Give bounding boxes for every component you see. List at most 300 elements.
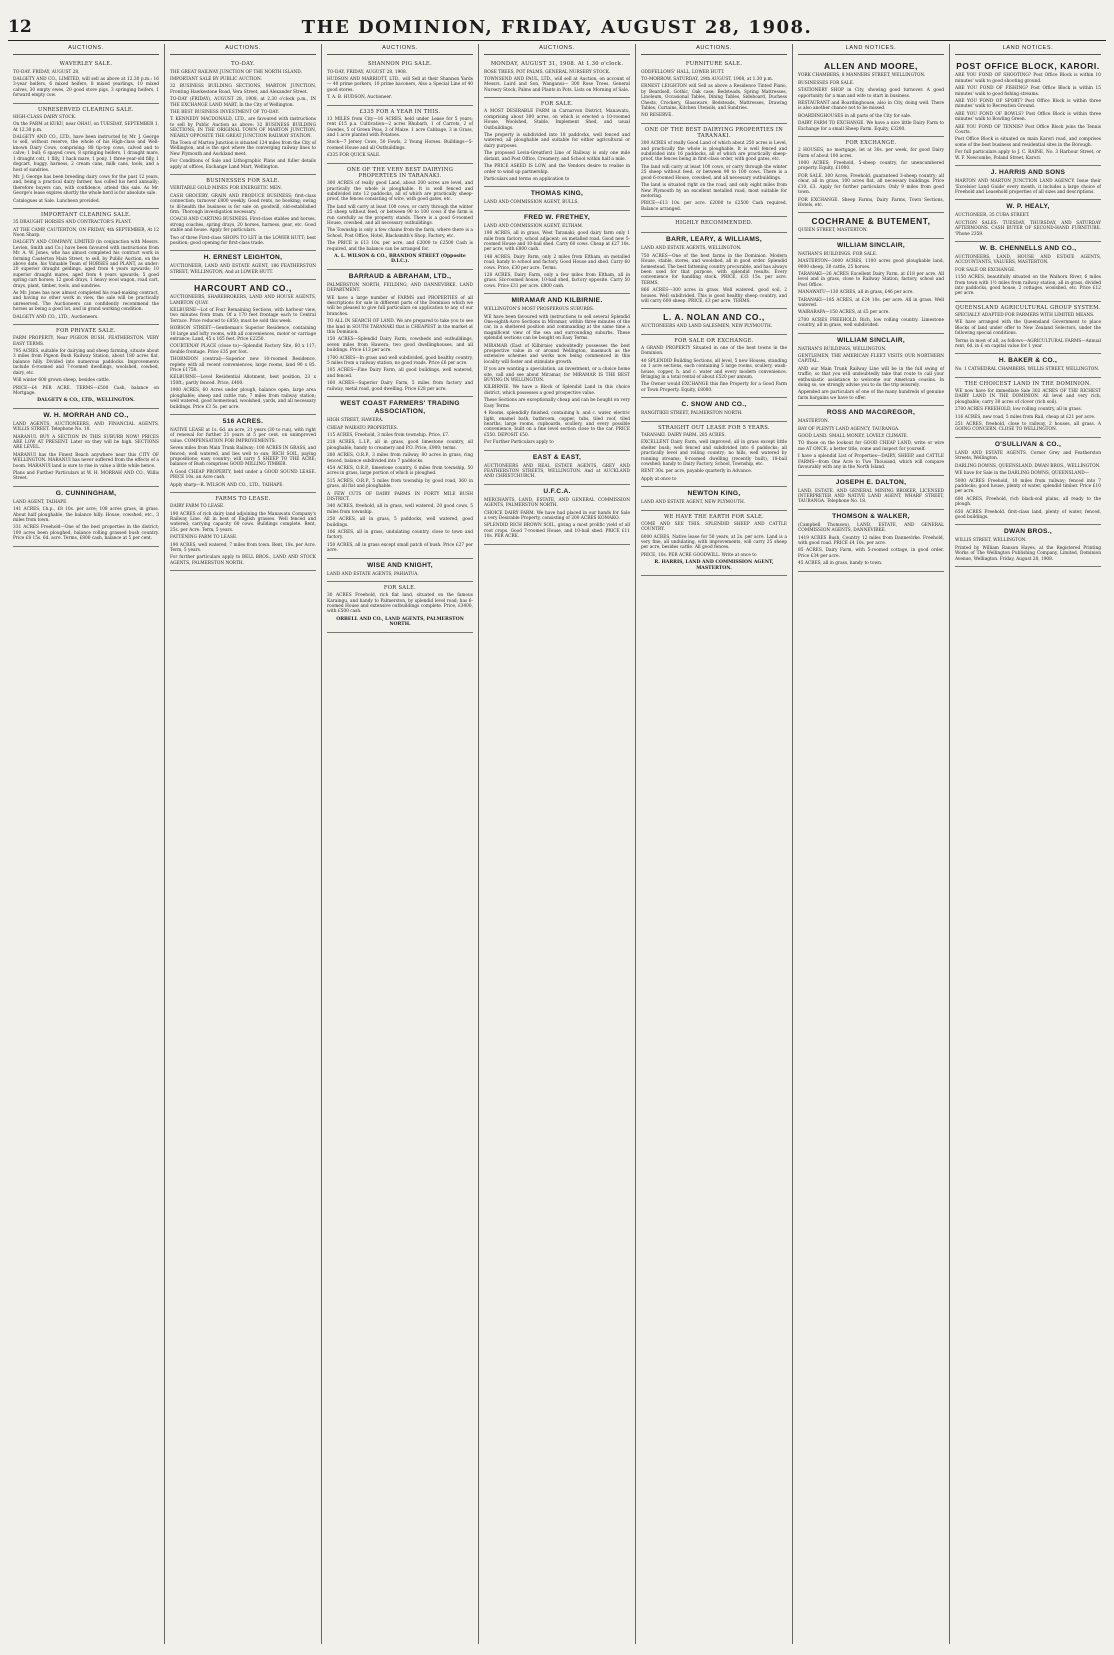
advertisement xyxy=(484,98,630,187)
ad-paragraph: 340 ACRES, freehold, all in grass, well watered, 20 good cows, 5 miles from township. xyxy=(327,504,473,515)
ad-paragraph: ARE YOU FOND OF SHOOTING? Post Office Block is within 10 minutes' walk to good shooting ground. xyxy=(955,73,1101,84)
advertisement xyxy=(641,233,787,309)
ad-paragraph: AUCTION SALES: TUESDAY, THURSDAY, AND SATURDAY AFTERNOONS. CASH BUYER OF SECOND-HAND FURNITURE. 'Phone 2359. xyxy=(955,220,1101,237)
ad-paragraph: 1150 ACRES, beautifully situated on the Waihoru River, 6 miles from town with 1½ miles from railway station, all in grass, divided into paddocks, good house, 2 cottages, woolshed, etc. Price £12 per acre. xyxy=(955,275,1101,297)
ad-paragraph: BUSINESSES FOR SALE. xyxy=(798,80,855,86)
column-1 xyxy=(8,44,165,1644)
ad-paragraph: 5000 ACRES Freehold, 10 miles from railway; fenced into 7 paddocks; good house, plenty of water, splendid timber. Price £10 per acre. xyxy=(955,478,1101,495)
advertisement xyxy=(327,58,473,105)
ad-paragraph: 190 ACRES, well watered, 7 miles from town. Rent, 18s. per Acre. Term, 5 years. xyxy=(170,542,316,554)
ad-paragraph: LAND AND COMMISSION AGENT, ELTHAM. xyxy=(484,223,584,229)
ad-paragraph: KELBURNE—Level Residential Allotment, best position, 23 x 150ft.; partly fenced. Price, £400. xyxy=(170,375,316,386)
ad-title: NEWTON KING, xyxy=(687,490,741,498)
ad-paragraph: KELBURNE—Lot of Four Remaining Sections, with harbour view, two minutes from tram. Of a 170 feet frontage each to Central Terrace. Price reduced to £850; must be sold this week. xyxy=(170,308,316,324)
ad-title: DWAN BROS., xyxy=(1004,528,1052,536)
ad-paragraph: ROSE TREES, POT PALMS, GENERAL NURSERY STOCK. xyxy=(484,69,611,75)
ad-paragraph: TO those on the lookout for GOOD CHEAP LAND, write or wire me AT ONCE; a better title, come and inspect for yourself. xyxy=(798,441,944,452)
ad-paragraph: PRICE—£4 PER ACRE. TERMS—£500 Cash, balance on Mortgage. xyxy=(13,385,159,396)
column-heading: AUCTIONS. xyxy=(484,44,630,55)
ad-paragraph: ODDFELLOWS' HALL, LOWER HUTT. xyxy=(641,69,725,75)
advertisement xyxy=(13,409,159,487)
ad-title: £335 FOR A YEAR IN THIS. xyxy=(359,108,441,115)
advertisement xyxy=(955,166,1101,200)
ad-title: FOR SALE. xyxy=(383,585,417,592)
ad-paragraph: T. A. B. HUDSON, Auctioneer. xyxy=(327,95,392,101)
ad-paragraph: 116 ACRES, new road, 5 miles from Rail, cheap at £21 per acre. xyxy=(955,414,1096,420)
ad-paragraph: Mr. J. George has been breeding dairy cows for the past 12 years, and, being a practical dairy farmer, has culled his herd annually; therefore buyers can, with confidence, attend this sale. As Mr. George's lease expires shortly the whole herd is for absolute sale. xyxy=(13,174,159,197)
ad-paragraph: 105 ACRES—Fine Dairy Farm, all good buildings, well watered, and fenced. xyxy=(327,368,473,379)
ad-paragraph: BAY OF PLENTY LAND AGENCY, TAURANGA. xyxy=(798,426,900,432)
ad-paragraph: FOR SALE OR EXCHANGE. xyxy=(955,267,1016,273)
ad-paragraph: SPLENDID RICH BROWN SOIL, giving a most prolific yield of all root crops. Good 7-roomed House, and 10-bail shed. PRICE £11 10s. PER ACRE. xyxy=(484,523,630,540)
ad-signature: DALGETY & CO., LTD., WELLINGTON. xyxy=(37,398,135,404)
ad-paragraph: Plans and Further Particulars at W. H. MORRAH AND CO., Willis Street. xyxy=(13,470,159,482)
ad-paragraph: LAND AND ESTATE AGENT, NEW PLYMOUTH. xyxy=(641,500,746,506)
ad-paragraph: AUCTIONEER, 35 CUBA STREET. xyxy=(955,213,1030,219)
ad-paragraph: THE BEST BUSINESS INVESTMENT OF TO-DAY. xyxy=(170,110,280,116)
ad-paragraph: TO-DAY. FRIDAY, AUGUST 28. xyxy=(13,69,80,75)
ad-paragraph: LAND AND ESTATE AGENTS, PAHIATUA. xyxy=(327,571,419,577)
ad-paragraph: DALGETY AND CO., LIMITED, will sell as above at 12.30 p.m.: 16 3-year heifers, 6 mixed heifers, 8 mixed yearlings, 10 mixed calves, 30 empty ewes, 20 good store pigs, 3 springing heifers, 1 forward empty cow. xyxy=(13,77,159,99)
ad-paragraph: KILBIRNIE. We have a Block of Splendid Land in this choice district, which possesses a good prospective value. xyxy=(484,385,630,396)
ad-title: EAST & EAST, xyxy=(532,453,582,461)
advertisement xyxy=(484,294,630,450)
ad-paragraph: 2700 ACRES FREEHOLD, low rolling country, all in grass. xyxy=(955,407,1082,413)
advertisement xyxy=(955,200,1101,242)
masthead xyxy=(8,14,1106,41)
advertisement xyxy=(641,58,787,123)
ad-title: IMPORTANT CLEARING SALE. xyxy=(40,211,132,218)
ad-paragraph: AUCTIONEERS AND LAND SALESMEN, NEW PLYMOUTH. xyxy=(641,324,773,330)
ad-paragraph: The PRICE ASKED IS LOW, and the Vendors desire to realise in order to wind up partnership. xyxy=(484,164,630,175)
column-7 xyxy=(950,44,1106,1644)
ad-paragraph: A FEW CUTS OF DAIRY FARMS IN FORTY MILE BUSH DISTRICT. xyxy=(327,491,473,502)
ad-paragraph: LAND AGENTS, AUCTIONEERS, AND FINANCIAL AGENTS, WILLIS STREET. Telephone No. 10. xyxy=(13,421,159,433)
ad-paragraph: For Further Particulars apply to xyxy=(484,440,554,446)
ad-paragraph: 650 ACRES Freehold, first-class land, plenty of water, fenced, good buildings. xyxy=(955,509,1101,520)
column-6 xyxy=(793,44,950,1644)
ad-paragraph: If you are wanting a speculation, an investment, or a choice home site, call and see about Miramar, for MIRAMAR IS THE BEST BUYING IN WELLINGTON. xyxy=(484,367,630,384)
ad-paragraph: 141 ACRES, f.h.p., £8 10s. per acre; 108 acres grass, in grass. About half ploughable, the balance hilly. House, cowshed, etc., 3 miles from town. xyxy=(13,507,159,523)
ad-paragraph: CHOICE DAIRY FARM. We have had placed in our hands for Sale a very Desirable Property, consisting of 200 ACRES KOMAKO. xyxy=(484,510,630,521)
ad-paragraph: 250 ACRES, all in grass, 5 paddocks, well watered, good buildings. xyxy=(327,517,473,528)
advertisement xyxy=(955,525,1101,567)
ad-title: H. ERNEST LEIGHTON, xyxy=(203,254,283,262)
newspaper-title: THE DOMINION, FRIDAY, AUGUST 28, 1908. xyxy=(301,16,813,38)
ad-paragraph: A GRAND PROPERTY Situated in one of the best towns in the Dominion. xyxy=(641,346,787,357)
ad-title: QUEENSLAND AGRICULTURAL GROUP SYSTEM. xyxy=(955,304,1101,311)
ad-paragraph: GOOD LAND. SMALL MONEY. LOVELY CLIMATE. xyxy=(798,434,909,440)
ad-paragraph: The land will carry at least 100 cows, or carry through the winter 25 sheep without feed, or between 90 to 100 cows. There is a good 6-roomed House, cowshed, and all necessary outbuildings. xyxy=(641,164,787,181)
ad-paragraph: FOR EXCHANGE. Sheep Farms, Dairy Farms, Town Sections, Hotels, etc. xyxy=(798,197,944,208)
advertisement xyxy=(13,209,159,325)
advertisement xyxy=(641,309,787,334)
ad-signature: R. HARRIS, LAND AND COMMISSION AGENT, MASTERTON. xyxy=(654,560,774,571)
advertisement xyxy=(170,175,316,251)
ad-title: BARRAUD & ABRAHAM, LTD., xyxy=(348,272,452,280)
ad-paragraph: T. KENNEDY MACDONALD, LTD., are favoured with instructions to sell by Public Auction as above: 32 BUSINESS BUILDING SECTIONS, IN THE ORIGINAL TOWN OF MARTON JUNCTION, NEARLY OPPOSITE THE GREAT JUNCTION RAILWAY STATION. xyxy=(170,117,316,139)
advertisement xyxy=(798,58,944,137)
ad-paragraph: 30 ACRES Freehold, rich flat land, situated on the famous Karaingu, and handy to Palmerston, by splendid level road; has 6-roomed House and extensive outbuildings complete. Price, £3400, with £500 cash. xyxy=(327,593,473,615)
advertisement xyxy=(327,270,473,397)
ad-paragraph: TARANAKI—26 ACRES Excellent Dairy Farm, at £18 per acre. All level and in grass, close to Railway Station, factory, school and Post Office. xyxy=(798,271,944,288)
ad-paragraph: 300 ACRES of really Good Land of which about 250 acres is Level, and practically the whole is ploughable. It is well fenced and subdivided into 16 paddocks, all of which are practically sheep-proof, the fences being in first-class order, with good gates, etc. xyxy=(641,141,787,163)
ad-title: ONE OF THE BEST DAIRYING PROPERTIES IN TARANAKI. xyxy=(644,126,784,140)
advertisement xyxy=(327,164,473,270)
ad-paragraph: LAND, ESTATE, AND GENERAL MINING BROKER, LICENSED INTERPRETER AND NATIVE LAND AGENT, WHARF STREET, TAURANGA. Telephone No. 18. xyxy=(798,488,944,505)
ad-title: ONE OF THE VERY BEST DAIRYING PROPERTIES IN TARANAKI. xyxy=(346,166,454,179)
ad-paragraph: IMPORTANT SALE BY PUBLIC AUCTION. xyxy=(170,77,262,83)
ad-paragraph: ARE YOU FOND OF TENNIS? Post Office Block joins the Tennis Courts. xyxy=(955,124,1101,136)
ad-title: W. H. MORRAH AND CO., xyxy=(43,411,129,419)
ad-paragraph: AUCTIONEERS, LAND, HOUSE AND ESTATE AGENTS, ACCOUNTANTS, VALUERS, MASTERTON. xyxy=(955,254,1101,266)
ad-paragraph: 128 ACRES, Dairy Farm, only a few miles from Eltham, all in grass. Six-roomed house, 10-bail shed, factory opposite. Carry 50 cows. Price £31 per acre. £800 cash. xyxy=(484,272,630,289)
ad-paragraph: THE GREAT RAILWAY JUNCTION OF THE NORTH ISLAND. xyxy=(170,69,302,75)
ad-title: UNRESERVED CLEARING SALE. xyxy=(38,106,134,113)
column-heading: AUCTIONS. xyxy=(327,44,473,55)
newspaper-columns xyxy=(8,44,1106,1644)
ad-paragraph: The Town of Marton Junction is situated 124 miles from the City of Wellington, and is the spot where the converging railway lines to New Plymouth and Auckland meet. xyxy=(170,141,316,157)
ad-paragraph: 795 ACRES, suitable for dairying and sheep farming, situate about 3 miles from Pigeon Bush Railway Station, about 180 acres flat, balance hilly. Divided into numerous paddocks. Improvements include 6-roomed and 7-roomed dwellings, woolshed, cowbed, dairy, etc. xyxy=(13,349,159,376)
ad-paragraph: COURTENAY PLACE (close to)—Splendid Factory Site, 60 x 117; double frontage. Price £35 per foot. xyxy=(170,344,316,355)
ad-paragraph: £335 FOR QUICK SALE. xyxy=(327,153,381,159)
advertisement xyxy=(798,239,944,334)
column-2 xyxy=(165,44,322,1644)
ad-paragraph: The Owner would EXCHANGE this fine Property for a Good Farm or Town Property. Equity, £8000. xyxy=(641,382,787,393)
advertisement xyxy=(170,58,316,175)
ad-signature: A. L. WILSON & CO., BRANDON STREET (Opposite D.I.C.). xyxy=(334,253,466,265)
ad-paragraph: AT THE CAMP, CAUTERTON, ON FRIDAY, 4th SEPTEMBER, At 12 Noon Sharp. xyxy=(13,227,159,238)
ad-paragraph: CASH GROCERY, GRAIN AND PRODUCE BUSINESS; first-class connection; turnover £800 weekly. Good rents, no booking; owing to ill-health the business is for sale on goodwill, old-established firm. Thorough investigation necessary. xyxy=(170,193,316,215)
ad-paragraph: 866 ACRES—300 acres in grass. Well watered, good soil, 2 houses. Well subdivided. This is good healthy sheep country, and will carry 600 sheep. PRICE, £3 per acre. TERMS. xyxy=(641,288,787,304)
ad-paragraph: MARANUI has the Finest Beach anywhere near this CITY OF WELLINGTON. MARANUI has never suffered from the effects of a boom. MARANUI land is sure to rise in value a little while hence. xyxy=(13,452,159,469)
ad-paragraph: 160 ACRES—Superior Dairy Farm, 5 miles from factory and railway, metal road, good dwelling. Price £28 per acre. xyxy=(327,381,473,392)
ad-paragraph: 32 BUSINESS BUILDING SECTIONS, MARTON JUNCTION, Fronting Hawkestone Road, Vera Street, and Alexander Street. xyxy=(170,84,316,95)
ad-paragraph: GENTLEMEN, THE AMERICAN FLEET VISITS OUR NORTHERN CAPITAL. xyxy=(798,354,944,365)
column-3 xyxy=(322,44,479,1644)
ad-paragraph: MANAWATU—130 ACRES, all in grass, £46 per acre. xyxy=(798,290,914,296)
advertisement xyxy=(955,242,1101,302)
ad-paragraph: WE have been favoured with instructions to sell several Splendid One-eighth-Acre Sections in Miramar, within three minutes of the car, in a sheltered position and commanding at the same time a magnificent view of the sea and surrounding suburbs. These splendid sections can be bought on Easy Terms. xyxy=(484,314,630,342)
ad-title: ROSS AND MACGREGOR, xyxy=(826,409,916,417)
ad-title: THE CHOICEST LAND IN THE DOMINION. xyxy=(964,380,1092,387)
ad-title: JOSEPH E. DALTON, xyxy=(835,478,907,486)
ad-paragraph: CHEAP WAIKATO PROPERTIES. xyxy=(327,425,398,431)
ad-paragraph: Stock—7 Jersey Cows, 50 Fowls, 2 Young Horses. Buildings—5-roomed House and all Outbuildings. xyxy=(327,140,473,151)
advertisement xyxy=(170,415,316,493)
ad-paragraph: 2 HOUSES, no mortgage, let at 30s. per week, for good Dairy Farm of about 100 acres. xyxy=(798,148,944,159)
ad-paragraph: 515 ACRES, O.R.P., 5 miles from township by good road, 360 in grass, all flat and ploughable. xyxy=(327,478,473,490)
advertisement xyxy=(798,510,944,572)
ad-paragraph: The property is subdivided into 18 paddocks, well fenced and watered; all ploughable and suitable for either agricultural or dairy purposes. xyxy=(484,133,630,149)
ad-paragraph: STATIONERY SHOP in City, showing good turnover. A good opportunity for a man and wife to start in business. xyxy=(798,88,944,99)
ad-paragraph: TARANAKI—185 ACRES, at £24 10s. per acre. All in grass. Well watered. xyxy=(798,297,944,308)
ad-paragraph: TO-DAY, FRIDAY, AUGUST 28, 1908. xyxy=(327,69,408,75)
ad-paragraph: 300 ACRES of really good Land, about 200 acres are level, and practically the whole is ploughable. It is well fenced and subdivided into 12 paddocks, all of which are practically sheep-proof, the fences consisting of wire, with good gates, etc. xyxy=(327,181,473,203)
ad-paragraph: FATTENING FARM TO LEASE. xyxy=(170,535,238,541)
ad-title: FOR EXCHANGE. xyxy=(845,140,897,147)
ad-paragraph: QUEEN STREET, MASTERTON. xyxy=(798,228,868,234)
ad-paragraph: NATHAN'S BUILDINGS, WELLINGTON. xyxy=(798,346,887,352)
ad-paragraph: The Township is only a few chains from the farm, where there is a School, Post Office, Hotel, Blacksmith's Shop, Factory, etc. xyxy=(327,228,473,239)
ad-paragraph: 331 ACRES Freehold—One of the best properties in the district; 100 acres been ploughed, balance rolling grassed bush country. Price £8 15s. 6d. acre. Terms, £800 cash, balance at 5 per cent. xyxy=(13,525,159,542)
ad-title: FOR PRIVATE SALE. xyxy=(56,328,116,335)
ad-paragraph: WE have a large number of FARMS and PROPERTIES of all descriptions for sale in different parts of the Dominion which we will be pleased to give full particulars on application to any of our branches. xyxy=(327,295,473,317)
ad-paragraph: MASTERTON—3000 ACRES, 1100 acres good ploughable land, 9000 sheep, 20 cattle, 25 horses. xyxy=(798,259,944,270)
ad-paragraph: BOARDINGHOUSES in all parts of the City for sale. xyxy=(798,113,912,119)
ad-paragraph: LAND AND COMMISSION AGENT, BULLS. xyxy=(484,200,579,206)
ad-paragraph: MIRAMAR (East of Kilbirnie) undoubtedly possesses the best prospective value in or around Wellington, inasmuch as the extensive schemes and works now being commenced in this locality will foster and stimulate growth. xyxy=(484,343,630,365)
ad-paragraph: SPECIALLY ADAPTED FOR FARMERS WITH LIMITED MEANS. xyxy=(955,312,1095,318)
ad-paragraph: (Campbell Thomson), LAND, ESTATE, AND GENERAL COMMISSION AGENTS, DANNEVIRKE. xyxy=(798,522,944,534)
advertisement xyxy=(484,485,630,545)
advertisement xyxy=(955,302,1101,355)
advertisement xyxy=(798,137,944,213)
ad-title: W. B. CHENNELLS AND CO., xyxy=(979,244,1077,252)
advertisement xyxy=(955,438,1101,525)
ad-title: L. A. NOLAN AND CO., xyxy=(663,312,765,323)
advertisement xyxy=(484,187,630,210)
ad-title: HARCOURT AND CO., xyxy=(194,283,292,294)
ad-paragraph: 218 ACRES, L.I.P., all in grass, good limestone country, all ploughable, handy to creamery and P.O. Price, £900; terms. xyxy=(327,440,473,451)
ad-title: COCHRANE & BUTEMENT, xyxy=(811,216,931,227)
ad-paragraph: NO RESERVE. xyxy=(641,113,673,119)
advertisement xyxy=(327,397,473,559)
page-number: 12 xyxy=(8,17,32,37)
ad-paragraph: For Conditions of Sale and Lithographic Plans and fuller details apply at offices, Exchange Land Mart, Wellington. xyxy=(170,159,316,170)
ad-paragraph: COACH AND CARTING BUSINESS. First-class stables and horses, strong coaches, spring drays, 20 horses, harness, gear, etc. Good stable and house. Apply for particulars. xyxy=(170,217,316,234)
ad-paragraph: DALGETY AND CO., LTD., Auctioneers. xyxy=(13,314,99,320)
ad-paragraph: 150 ACRES, all in grass except small patch of bush. Price £27 per acre. xyxy=(327,542,473,554)
advertisement xyxy=(327,559,473,582)
ad-paragraph: PRICE—£13 10s. per acre. £2000 to £2500 Cash required. Balance arranged. xyxy=(641,201,787,212)
ad-paragraph: AUCTIONEERS AND REAL ESTATE AGENTS, GREY AND FEATHERSTON STREETS, WELLINGTON. And at AUCKLAND AND CHRISTCHURCH. xyxy=(484,463,630,480)
ad-title: WILLIAM SINCLAIR, xyxy=(836,241,906,249)
ad-paragraph: Printed by William Ranson Hayes, at the Registered Printing Works of The Wellington Publishing Company, Limited, Dominion Avenue, Wellington. Friday, August 28, 1908. xyxy=(955,545,1101,562)
advertisement xyxy=(327,582,473,633)
ad-title: HIGHLY RECOMMENDED. xyxy=(675,220,753,227)
ad-paragraph: Catalogues at Sale. Luncheon provided. xyxy=(13,198,100,204)
ad-paragraph: Apply sharp—R. WILSON AND CO., LTD., TAIHAPE. xyxy=(170,482,284,488)
ad-paragraph: 35 DRAUGHT HORSES AND CONTRACTOR'S PLANT. xyxy=(13,220,132,226)
ad-paragraph: TOWNSEND AND PAUL, LTD., will sell at Auction, on account of Messrs. Laird and Son, Wanganui— 300 Rose Trees, General Nursery Stock, Palms and Plants in Pots. Lists on Morning of Sale. xyxy=(484,77,630,93)
ad-paragraph: PRICE, 10s. PER ACRE GOODWILL. Write at once to xyxy=(641,552,757,558)
ad-title: BUSINESSES FOR SALE. xyxy=(206,178,280,185)
ad-title: J. HARRIS AND SONS xyxy=(990,169,1066,177)
ad-paragraph: These Sections are exceptionally cheap and can be bought on very Easy Terms. xyxy=(484,398,630,409)
ad-paragraph: No. 1 CATHEDRAL CHAMBERS, WILLIS STREET, WELLINGTON. xyxy=(955,367,1100,373)
ad-paragraph: 13 MILES from City—16 ACRES, held under Lease for 5 years; rent £15 p.a. Cultivation—2 acres Rhubarb, 1 of Carrots, 2 of Swedes, 5 of Green Peas, 3 of Maize. 1 acre Cabbage, 3 in Grass, and 1 acre planted with Potatoes. xyxy=(327,116,473,139)
ad-paragraph: 198 ACRES, all in grass, West Taranaki; good dairy farm only 1 mile from factory, school adjacent; on metalled road. Good new 5-roomed House and 10-bail shed. Carry 60 cows. Cheap at £27 10s. per acre, with £800 cash. xyxy=(484,231,630,253)
ad-paragraph: MARTON AND MARTON JUNCTION LAND AGENCY. Issue their 'Excelsior Land Guide' every month, it includes a large choice of Freehold and Leasehold properties of all sizes and descriptions. xyxy=(955,179,1101,195)
ad-title: C. SNOW AND CO., xyxy=(681,401,747,409)
advertisement xyxy=(641,398,787,421)
ad-paragraph: Will winter 600 grown sheep, besides cattle. xyxy=(13,378,111,384)
ad-paragraph: AUCTIONEERS, SHAREBROKERS, LAND AND HOUSE AGENTS, LAMBTON QUAY. xyxy=(170,295,316,306)
ad-paragraph: 750 ACRES—One of the best farms in the Dominion. Modern House, stable, stores, and woolshed, all in good order. Splendid homestead. The best fattening country procurable, and has always been used for that purpose, with splendid results. Every convenience for handling stock. PRICE, £33 15s. per acre. TERMS. xyxy=(641,253,787,286)
ad-title: FURNITURE SALE. xyxy=(685,61,743,68)
ad-paragraph: MASTERTON. xyxy=(798,419,829,425)
ad-paragraph: HIGH STREET, HAWERA. xyxy=(327,418,384,424)
ad-paragraph: 600 ACRES, Freehold, rich black-soil plains, all ready to the plough. xyxy=(955,496,1101,508)
column-5 xyxy=(636,44,793,1644)
ad-paragraph: The PRICE is £13 10s. per acre, and £2000 to £2500 Cash is required, and the balance can be arranged for. xyxy=(327,241,473,252)
ad-paragraph: RANGITIKEI STREET, PALMERSTON NORTH. xyxy=(641,411,743,417)
ad-paragraph: 280 ACRES, O.R.P., 3 miles from railway, 80 acres in grass, ring fenced, balance subdivided into 7 paddocks. xyxy=(327,453,473,464)
ad-paragraph: 1900 ACRES, 60 Acres under plough, balance open, large area ploughable; sheep and cattle run; 7 miles from railway station; well watered, good homestead, woolshed, yards, and all necessary buildings. Price £3 5s. per acre. xyxy=(170,388,316,410)
ad-paragraph: COME AND SEE THIS. SPLENDID SHEEP AND CATTLE COUNTRY. xyxy=(641,521,787,533)
advertisement xyxy=(13,104,159,209)
ad-paragraph: 106 ACRES, all in grass, undulating country, close to town and factory. xyxy=(327,530,473,541)
advertisement xyxy=(13,58,159,103)
advertisement xyxy=(798,406,944,475)
ad-paragraph: ERNEST LEIGHTON will Sell as above a Residence Tinted Piano, by Beardsell, Gothic, Oak case; Bedsteads, Spring Mattresses, Linoleum, Occasional Tables, Dining Tables, Sideboard, Duchess Chests, Crockery, Glassware, Bedsteads, Mattresses, Drawing Tables, Curtains, Kitchen Utensils, and Sundries. xyxy=(641,84,787,112)
ad-title: 516 ACRES. xyxy=(222,417,264,425)
ad-paragraph: A Good CHEAP PROPERTY, held under a GOOD SOUND LEASE. PRICE 10s. an Acre cash. xyxy=(170,469,316,481)
ad-paragraph: FARM PROPERTY, Near PIGEON BUSH, FEATHERSTON. VERY EASY TERMS. xyxy=(13,336,159,347)
ad-title: TO-DAY. xyxy=(231,61,255,68)
ad-paragraph: HUDSON AND MARRIOTT, LTD., will Sell at their Shannon Yards— 40 prime porkers, 10 prime baconers, Also a Special Line of 40 good stores. xyxy=(327,77,473,93)
ad-paragraph: DARLING DOWNS, QUEENSLAND. DWAN BROS., WELLINGTON. xyxy=(955,463,1101,469)
advertisement xyxy=(798,476,944,510)
ad-title: WEST COAST FARMERS' TRADING ASSOCIATION, xyxy=(340,400,460,416)
ad-paragraph: 6000 ACRES, Native lease for 50 years, at 2s. per acre. Land is a very fine, all undulating, with improvements, will carry 25 sheep per acre, besides cattle. All good fences. xyxy=(641,534,787,551)
ad-title: MIRAMAR AND KILBIRNIE. xyxy=(511,297,603,305)
column-heading: LAND NOTICES. xyxy=(955,44,1101,55)
ad-title: POST OFFICE BLOCK, KARORI. xyxy=(956,61,1100,72)
ad-paragraph: NATHAN'S BUILDINGS. FOR SALE. xyxy=(798,251,878,257)
ad-paragraph: HIGH-CLASS DAIRY STOCK. xyxy=(13,114,77,120)
column-heading: LAND NOTICES. xyxy=(798,44,944,55)
ad-title: H. BAKER & CO., xyxy=(998,357,1058,365)
ad-paragraph: RENT 30s. per acre, payable quarterly in Advance. xyxy=(641,469,753,475)
ad-paragraph: For further particulars apply to BELL BROS., LAND AND STOCK AGENTS, PALMERSTON NORTH. xyxy=(170,555,316,566)
ad-paragraph: Two of three First-class SHOPS TO LET in the LOWER HUTT; best position; good opening for first-class trade. xyxy=(170,235,316,246)
ad-paragraph: HOBSON STREET—Gentleman's Superior Residence, containing 10 large and lofty rooms, with all conveniences, motor or carriage entrance; Land, 45 x 165 feet. Price £2250. xyxy=(170,326,316,343)
column-heading: AUCTIONS. xyxy=(641,44,787,55)
ad-paragraph: DALGETY AND CO., LTD., have been instructed by Mr. J. George to sell, without reserve, the whole of his High-class and Well-known Dairy Cows, comprising: 88 tip-top cows, calved and to calve; 1 bull; 6 spayed cows, 8 springing heifers, 1 draught mare, 1 draught colt, 1 filly, 1 hack mare, 1 pony, 1 three-year-old filly, 1 dogcart, buggy, harness, 2 cream cans, milk cans, tools, and a host of sundries. xyxy=(13,135,159,173)
ad-paragraph: MARANUI. BUY A SECTION IN THIS SUBURB NOW! PRICES ARE LOW AT PRESENT. Later on they will be high. SECTIONS ARE LEVEL. xyxy=(13,434,159,451)
ad-title: THOMAS KING, xyxy=(530,190,584,198)
ad-paragraph: WE have arranged with the Queensland Government to place Blocks of land under offer to New Zealand Selectors, under the following special conditions. xyxy=(955,320,1101,337)
advertisement xyxy=(641,335,787,398)
ad-paragraph: 454 ACRES, O.R.P., limestone country, 6 miles from township, 50 acres in grass, large portion of which is ploughed. xyxy=(327,465,473,477)
column-heading: AUCTIONS. xyxy=(170,44,316,55)
ad-paragraph: 40 SPLENDID Building Sections, all level, 5 new Houses, standing on 1 acre sections, each containing 5 large rooms, scullery, wash-house, copper, h. and c. water and every modern convenience. Bringing in a total rental of about £520 per annum. xyxy=(641,358,787,381)
ad-title: FRED W. FRETHEY, xyxy=(524,213,590,221)
ad-paragraph: RESTAURANT and Boardinghouse, also in City, doing well. There is also another chance not to be missed. xyxy=(798,101,944,112)
advertisement xyxy=(641,511,787,576)
ad-title: WISE AND KNIGHT, xyxy=(367,561,433,569)
ad-paragraph: WELLINGTON'S MOST PROSPEROUS SUBURBS. xyxy=(484,307,595,313)
ad-title: FOR SALE OR EXCHANGE. xyxy=(674,337,754,344)
ad-paragraph: TO-MORROW, SATURDAY, 29th AUGUST, 1908, at 1.30 p.m. xyxy=(641,77,774,83)
ad-paragraph: WE have for Sale in the DARLING DOWNS, QUEENSLAND— xyxy=(955,471,1090,477)
ad-paragraph: As Mr. Jones has now almost completed his road-making contract, and having no other work in view, the sale will be practically unreserved. The Auctioneers can confidently recommend the horses as being a good lot, and in grand working condition. xyxy=(13,291,159,313)
ad-paragraph: Post Office Block is situated on main Karori road, and comprises some of the best business and residential sites in the Borough. xyxy=(955,137,1101,148)
advertisement xyxy=(798,213,944,238)
ad-paragraph: Particulars and terms on application to xyxy=(484,176,570,182)
advertisement xyxy=(484,58,630,98)
ad-title: STRAIGHT OUT LEASE FOR 5 YEARS. xyxy=(658,424,770,431)
ad-paragraph: The land will carry at least 100 cows, or carry through the winter 25 sheep without feed, or between 90 to 100 cows if the farm is run carefully as the property stands. There is a good 6-roomed House, cowshed, and all necessary outbuildings. xyxy=(327,204,473,226)
ad-paragraph: Terms in most of all, as follows—AGRICULTURAL FARMS—Annual rent, 6d. in £ on capital value for 1 year. xyxy=(955,338,1101,350)
ad-paragraph: 85 ACRES, Dairy Farm, with 5-roomed cottage, in good order. Price £34 per acre. xyxy=(798,548,944,559)
ad-paragraph: On the FARM at KUKU, near OHAU, on TUESDAY, SEPTEMBER 1, At 12.30 p.m. xyxy=(13,122,159,133)
ad-paragraph: Seven miles from Main Trunk Railway; 100 ACRES IN GRASS, and fenced; well watered, and lies well to sun; RICH SOIL, paying propositions; easy country; will carry 5 SHEEP TO THE ACRE; balance of Bush comprises GOOD MILLING TIMBER. xyxy=(170,446,316,468)
advertisement xyxy=(170,251,316,280)
ad-paragraph: 2700 ACRES FREEHOLD. Rich, low rolling country. Limestone country, all in grass, well subdivided. xyxy=(798,317,944,329)
ad-paragraph: 115 ACRES, Freehold, 3 miles from township. Price, £7. xyxy=(327,432,450,438)
ad-paragraph: I have a splendid List of Properties—DAIRY, SHEEP, and CATTLE FARMS—from One Acre to Two Thousand, which will compare favourably with any in the North Island. xyxy=(798,454,944,471)
ad-paragraph: 1000 ACRES, Freehold, 5-sheep country, for unencumbered property. Equity, £1000. xyxy=(798,161,944,172)
ad-paragraph: MERCHANTS, LAND, ESTATE, AND GENERAL COMMISSION AGENTS, PALMERSTON NORTH. xyxy=(484,497,630,509)
advertisement xyxy=(641,422,787,487)
ad-title: WE HAVE THE EARTH FOR SALE. xyxy=(663,513,765,520)
ad-title: FARMS TO LEASE. xyxy=(215,495,271,502)
advertisement xyxy=(170,493,316,571)
ad-paragraph: WAIRARAPA—150 ACRES, at £5 per acre. xyxy=(798,310,890,316)
ad-paragraph: TO-DAY (FRIDAY), AUGUST 28, 1908, at 2.30 o'clock p.m., IN THE EXCHANGE LAND MART, In the City of Wellington. xyxy=(170,97,316,108)
ad-paragraph: A MOST DESIRABLE FARM in Carnarvon District, Manawatu, comprising about 300 acres, on which is erected a 10-roomed House, Woolshed, Stable, Implement Shed, and usual Outbuildings. xyxy=(484,109,630,131)
ad-paragraph: TO ALL IN SEARCH OF LAND. We are prepared to take you to see the land in SOUTH TARANAKI that is CHEAPEST in the market at this Dominion. xyxy=(327,319,473,336)
ad-paragraph: 148 ACRES, Dairy Farm, only 2 miles from Eltham, on metalled road, handy to school and factory. Good House and shed. Carry 60 cows. Price, £30 per acre. Terms. xyxy=(484,254,630,271)
ad-title: G. CUNNINGHAM, xyxy=(55,489,117,497)
advertisement xyxy=(641,217,787,233)
ad-paragraph: VERITABLE GOLD MINES FOR ENERGETIC MEN. xyxy=(170,186,282,192)
ad-paragraph: NATIVE LEASE at 1s. 6d. an acre, 21 years (30 to run), with right of renewal for further 21 years at 5 per cent. on unimproved value. COMPENSATION FOR IMPROVEMENTS. xyxy=(170,427,316,444)
ad-paragraph: DALGETY AND COMPANY, LIMITED (in conjunction with Messrs. Levien, Smith and Co.) have been favoured with instructions from Mr. A. W. Jones, who has almost completed his contract work in forming Cauterton Main Street, to sell, by Public Auction, on the above date, his Valuable Team of HORSES and PLANT, as under: 20 superior draught geldings, aged from 4 years upwards; 10 superior draught mares, aged from 4 years upwards; 5 good spring cart horses; 12 good drays, 1 heavy wool wagon, road cart, drays, plant, timber, tools, and sundries. xyxy=(13,240,159,289)
advertisement xyxy=(13,487,159,547)
advertisement xyxy=(955,58,1101,166)
advertisement xyxy=(13,325,159,409)
ad-paragraph: 4 Rooms, splendidly finished, containing h. and c. water, electric light, enamel bath, bathroom, copper, tubs, tiled roof, tiled hearths, large rooms, cupboards, scullery, and every possible convenience, built on a fine level section close to the car. PRICE £550. DEPOSIT £50. xyxy=(484,411,630,438)
advertisement xyxy=(955,378,1101,438)
advertisement xyxy=(798,334,944,407)
advertisement xyxy=(327,106,473,164)
ad-paragraph: YORK CHAMBERS, 8 MANNERS STREET, WELLINGTON. xyxy=(798,73,926,79)
ad-paragraph: AND our Main Trunk Railway Line will be in the full swing of traffic; so that you will undoubtedly take that route to call your enthusiastic assistance to welcome our American cousins. In doing so, we strongly advise you to do the trip leisurely. xyxy=(798,366,944,389)
ad-paragraph: The proposed Levin-Greatford Line of Railway is only one mile distant, and Post Office, Creamery, and School within half a mile. xyxy=(484,151,630,162)
ad-title: WAVERLEY SALE. xyxy=(59,61,113,68)
ad-title: FOR SALE. xyxy=(540,101,574,108)
ad-paragraph: LAND AND ESTATE AGENTS, WELLINGTON. xyxy=(641,246,742,252)
advertisement xyxy=(955,354,1101,377)
advertisement xyxy=(484,451,630,485)
ad-title: BARR, LEARY, & WILLIAMS, xyxy=(666,236,762,244)
ad-paragraph: THORNDON (central)—Superior new 10-roomed Residence, replete with all recent conveniences; large rooms, land 90 x 85. Price £1750. xyxy=(170,357,316,374)
ad-paragraph: ARE YOU FOND OF FISHING? Post Office Block is within 15 minutes' walk to good fishing streams. xyxy=(955,86,1101,97)
ad-paragraph: AUCTIONEER, LAND AND ESTATE AGENT, 186 FEATHERSTON STREET, WELLINGTON, And at LOWER HUTT. xyxy=(170,264,316,275)
ad-paragraph: 150 ACRES—Splendid Dairy Farm, cowsheds and outbuildings, seven miles from Hawera; two good dwellinghouses, and all buildings. Price £13 per acre. xyxy=(327,337,473,354)
ad-paragraph: WILLIS STREET, WELLINGTON. xyxy=(955,538,1027,544)
ad-title: W. P. HEALY, xyxy=(1006,203,1050,211)
ad-paragraph: DAIRY FARM TO EXCHANGE. We have a nice little Dairy Farm to Exchange for a small Sheep Farm. Equity, £3200. xyxy=(798,121,944,132)
advertisement xyxy=(641,124,787,217)
advertisement xyxy=(170,280,316,415)
ad-paragraph: LAND AND ESTATE AGENTS. Corner Grey and Featherston Streets, Wellington. xyxy=(955,450,1101,462)
ad-paragraph: 190 ACRES of rich dairy land adjoining the Manawatu Company's Railway Line. All in best of English grasses. Well fenced and watered; carrying capacity 60 cows. Buildings complete. Rent, 25s. per Acre. Term, 5 years. xyxy=(170,511,316,533)
ad-paragraph: PALMERSTON NORTH, FEILDING, AND DANNEVIRKE. LAND DEPARTMENT. xyxy=(327,282,473,294)
ad-signature: ORBELL AND CO., LAND AGENTS, PALMERSTON NORTH. xyxy=(336,616,464,628)
ad-paragraph: ARE YOU FOND OF SPORT? Post Office Block is within three minutes' walk to Recreation Ground. xyxy=(955,99,1101,110)
ad-paragraph: Appended are particulars of one of the many hundreds of genuine farm bargains we have to offer. xyxy=(798,390,944,401)
ad-paragraph: 251 ACRES, freehold, close to railway, 2 houses, all grass. A GOING CONCERN. CLOSE TO WELLINGTON. xyxy=(955,422,1101,433)
ad-paragraph: ARE YOU FOND OF BOWLS? Post Office Block is within three minutes' walk to Bowling Green. xyxy=(955,111,1101,123)
ad-title: SHANNON PIG SALE. xyxy=(368,61,432,68)
ad-paragraph: EXCELLENT Dairy Farm, well improved, all in grass except little shelter bush; well fenced and subdivided into 6 paddocks; all practically level and rolling country; no hills, well watered by running streams; 8-roomed dwelling (recently built), 18-bail cowshed; handy to Dairy Factory, School, Township, etc. xyxy=(641,440,787,467)
ad-paragraph: DAIRY FARM TO LEASE. xyxy=(170,504,225,510)
